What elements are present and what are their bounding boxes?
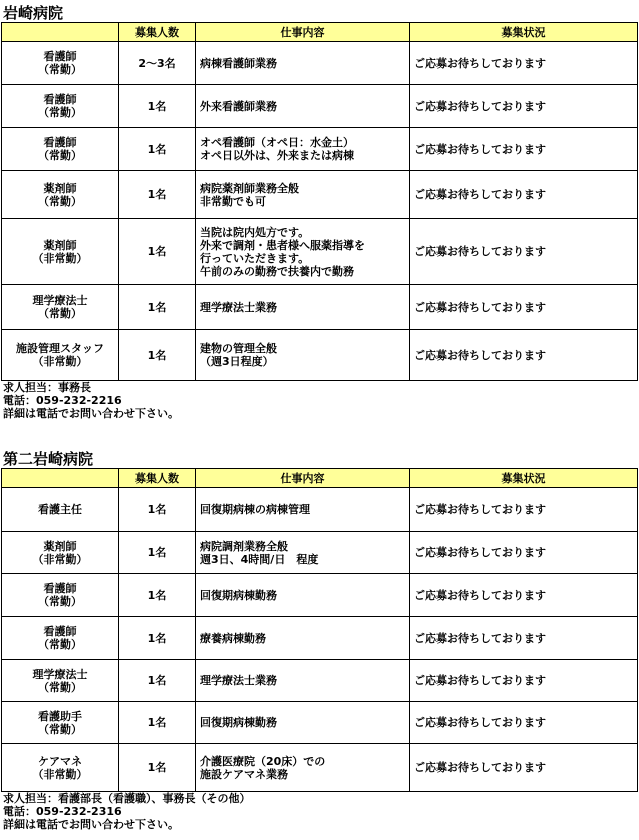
section-title: 岩崎病院 xyxy=(3,4,64,22)
header-description: 仕事内容 xyxy=(196,23,410,42)
status-cell: ご応募お待ちしております xyxy=(410,574,638,617)
hospital-section-iwasaki xyxy=(0,4,636,420)
description-line: 回復期病棟の病棟管理 xyxy=(200,503,310,516)
contact-person: 求人担当：看護部長（看護職）、事務長（その他） xyxy=(3,792,251,805)
employment-type: （常勤） xyxy=(38,307,82,320)
description-cell xyxy=(196,744,410,792)
description-cell xyxy=(196,617,410,660)
table-row xyxy=(2,285,638,330)
description-line: 建物の管理全般 xyxy=(200,342,277,355)
count-cell: 1名 xyxy=(119,660,196,702)
role-title: 施設管理スタッフ xyxy=(16,342,104,355)
description-line: 午前のみの勤務で扶養内で勤務 xyxy=(200,264,354,278)
role-cell xyxy=(2,488,119,532)
count-cell: 1名 xyxy=(119,219,196,285)
role-cell xyxy=(2,660,119,702)
description-line: 施設ケアマネ業務 xyxy=(200,767,288,781)
role-title: 看護師 xyxy=(43,50,77,63)
description-cell xyxy=(196,285,410,330)
employment-type: （常勤） xyxy=(38,638,82,651)
recruitment-table xyxy=(1,468,638,792)
contact-info xyxy=(0,381,636,420)
count-cell: 1名 xyxy=(119,330,196,381)
employment-type: （非常勤） xyxy=(32,767,88,781)
role-title: 看護助手 xyxy=(38,709,82,723)
header-status: 募集状況 xyxy=(410,469,638,488)
description-line: オペ看護師（オペ日：水金土） xyxy=(200,136,354,149)
contact-info xyxy=(0,792,636,831)
role-title: 看護師 xyxy=(43,582,77,595)
description-line: 病棟看護師業務 xyxy=(200,56,277,70)
description-cell xyxy=(196,488,410,532)
count-cell: 2～3名 xyxy=(119,42,196,85)
table-row xyxy=(2,85,638,128)
hospital-section-daini-iwasaki xyxy=(0,450,636,831)
table-header-row xyxy=(2,23,638,42)
description-cell xyxy=(196,171,410,219)
role-cell xyxy=(2,574,119,617)
table-row xyxy=(2,744,638,792)
description-cell xyxy=(196,660,410,702)
role-title: 理学療法士 xyxy=(32,294,88,307)
description-cell xyxy=(196,42,410,85)
table-row xyxy=(2,42,638,85)
description-line: 介護医療院（20床）での xyxy=(200,754,326,768)
count-cell: 1名 xyxy=(119,285,196,330)
status-cell: ご応募お待ちしております xyxy=(410,285,638,330)
count-cell: 1名 xyxy=(119,85,196,128)
role-cell xyxy=(2,702,119,744)
role-title: 理学療法士 xyxy=(32,667,88,681)
role-cell xyxy=(2,532,119,574)
role-title: 看護師 xyxy=(43,136,77,149)
employment-type: （常勤） xyxy=(38,63,82,76)
description-line: 回復期病棟勤務 xyxy=(200,716,277,729)
table-row xyxy=(2,532,638,574)
role-cell xyxy=(2,219,119,285)
description-cell xyxy=(196,330,410,381)
status-cell: ご応募お待ちしております xyxy=(410,219,638,285)
count-cell: 1名 xyxy=(119,702,196,744)
table-header-row xyxy=(2,469,638,488)
description-cell xyxy=(196,532,410,574)
header-count: 募集人数 xyxy=(119,23,196,42)
role-cell xyxy=(2,128,119,171)
count-cell: 1名 xyxy=(119,128,196,171)
role-cell xyxy=(2,42,119,85)
description-line: 外来看護師業務 xyxy=(200,99,277,113)
employment-type: （非常勤） xyxy=(32,355,88,368)
status-cell: ご応募お待ちしております xyxy=(410,660,638,702)
role-cell xyxy=(2,744,119,792)
description-line: 療養病棟勤務 xyxy=(200,631,266,645)
description-line: 理学療法士業務 xyxy=(200,674,277,687)
description-line: （週3日程度） xyxy=(200,355,274,368)
table-row xyxy=(2,488,638,532)
description-line: 週3日、4時間/日 程度 xyxy=(200,552,319,566)
description-line: 当院は院内処方です。 xyxy=(200,225,310,239)
role-cell xyxy=(2,85,119,128)
count-cell: 1名 xyxy=(119,744,196,792)
description-line: 病院薬剤師業務全般 xyxy=(200,181,299,195)
count-cell: 1名 xyxy=(119,574,196,617)
role-title: 看護師 xyxy=(43,625,77,638)
description-cell xyxy=(196,85,410,128)
employment-type: （非常勤） xyxy=(32,251,88,265)
role-cell xyxy=(2,617,119,660)
count-cell: 1名 xyxy=(119,617,196,660)
role-title: 薬剤師 xyxy=(43,539,77,553)
description-cell xyxy=(196,574,410,617)
table-row xyxy=(2,171,638,219)
role-title: 看護師 xyxy=(43,93,77,106)
employment-type: （常勤） xyxy=(38,149,82,162)
header-count: 募集人数 xyxy=(119,469,196,488)
employment-type: （常勤） xyxy=(38,680,82,694)
role-title: 薬剤師 xyxy=(43,238,77,252)
table-row xyxy=(2,702,638,744)
table-row xyxy=(2,574,638,617)
section-title: 第二岩崎病院 xyxy=(3,450,94,468)
status-cell: ご応募お待ちしております xyxy=(410,617,638,660)
contact-phone: 電話：059-232-2216 xyxy=(3,394,122,407)
description-cell xyxy=(196,702,410,744)
status-cell: ご応募お待ちしております xyxy=(410,85,638,128)
description-line: 行っていただきます。 xyxy=(200,251,310,265)
status-cell: ご応募お待ちしております xyxy=(410,532,638,574)
count-cell: 1名 xyxy=(119,171,196,219)
description-cell xyxy=(196,128,410,171)
status-cell: ご応募お待ちしております xyxy=(410,42,638,85)
employment-type: （常勤） xyxy=(38,722,82,736)
table-row xyxy=(2,660,638,702)
description-line: 病院調剤業務全般 xyxy=(200,539,288,553)
role-cell xyxy=(2,330,119,381)
header-description: 仕事内容 xyxy=(196,469,410,488)
table-row xyxy=(2,330,638,381)
status-cell: ご応募お待ちしております xyxy=(410,171,638,219)
description-line: 外来で調剤・患者様へ服薬指導を xyxy=(200,238,365,252)
employment-type: （非常勤） xyxy=(32,552,88,566)
description-line: 非常勤でも可 xyxy=(200,194,266,208)
contact-instruction: 詳細は電話でお問い合わせ下さい。 xyxy=(3,407,179,420)
employment-type: （常勤） xyxy=(38,194,82,208)
employment-type: （常勤） xyxy=(38,595,82,608)
contact-instruction: 詳細は電話でお問い合わせ下さい。 xyxy=(3,818,179,831)
table-row xyxy=(2,617,638,660)
status-cell: ご応募お待ちしております xyxy=(410,488,638,532)
count-cell: 1名 xyxy=(119,488,196,532)
role-title: ケアマネ xyxy=(38,754,82,768)
description-cell xyxy=(196,219,410,285)
role-cell xyxy=(2,285,119,330)
header-role xyxy=(2,23,119,42)
status-cell: ご応募お待ちしております xyxy=(410,128,638,171)
role-cell xyxy=(2,171,119,219)
employment-type: （常勤） xyxy=(38,106,82,119)
count-cell: 1名 xyxy=(119,532,196,574)
status-cell: ご応募お待ちしております xyxy=(410,330,638,381)
recruitment-table xyxy=(1,22,638,381)
role-title: 看護主任 xyxy=(38,503,82,516)
header-role xyxy=(2,469,119,488)
header-status: 募集状況 xyxy=(410,23,638,42)
status-cell: ご応募お待ちしております xyxy=(410,702,638,744)
description-line: 理学療法士業務 xyxy=(200,300,277,314)
description-line: オペ日以外は、外来または病棟 xyxy=(200,149,354,162)
contact-phone: 電話：059-232-2316 xyxy=(3,805,122,818)
contact-person: 求人担当：事務長 xyxy=(3,381,91,394)
status-cell: ご応募お待ちしております xyxy=(410,744,638,792)
table-row xyxy=(2,219,638,285)
description-line: 回復期病棟勤務 xyxy=(200,588,277,602)
table-row xyxy=(2,128,638,171)
role-title: 薬剤師 xyxy=(43,181,77,195)
